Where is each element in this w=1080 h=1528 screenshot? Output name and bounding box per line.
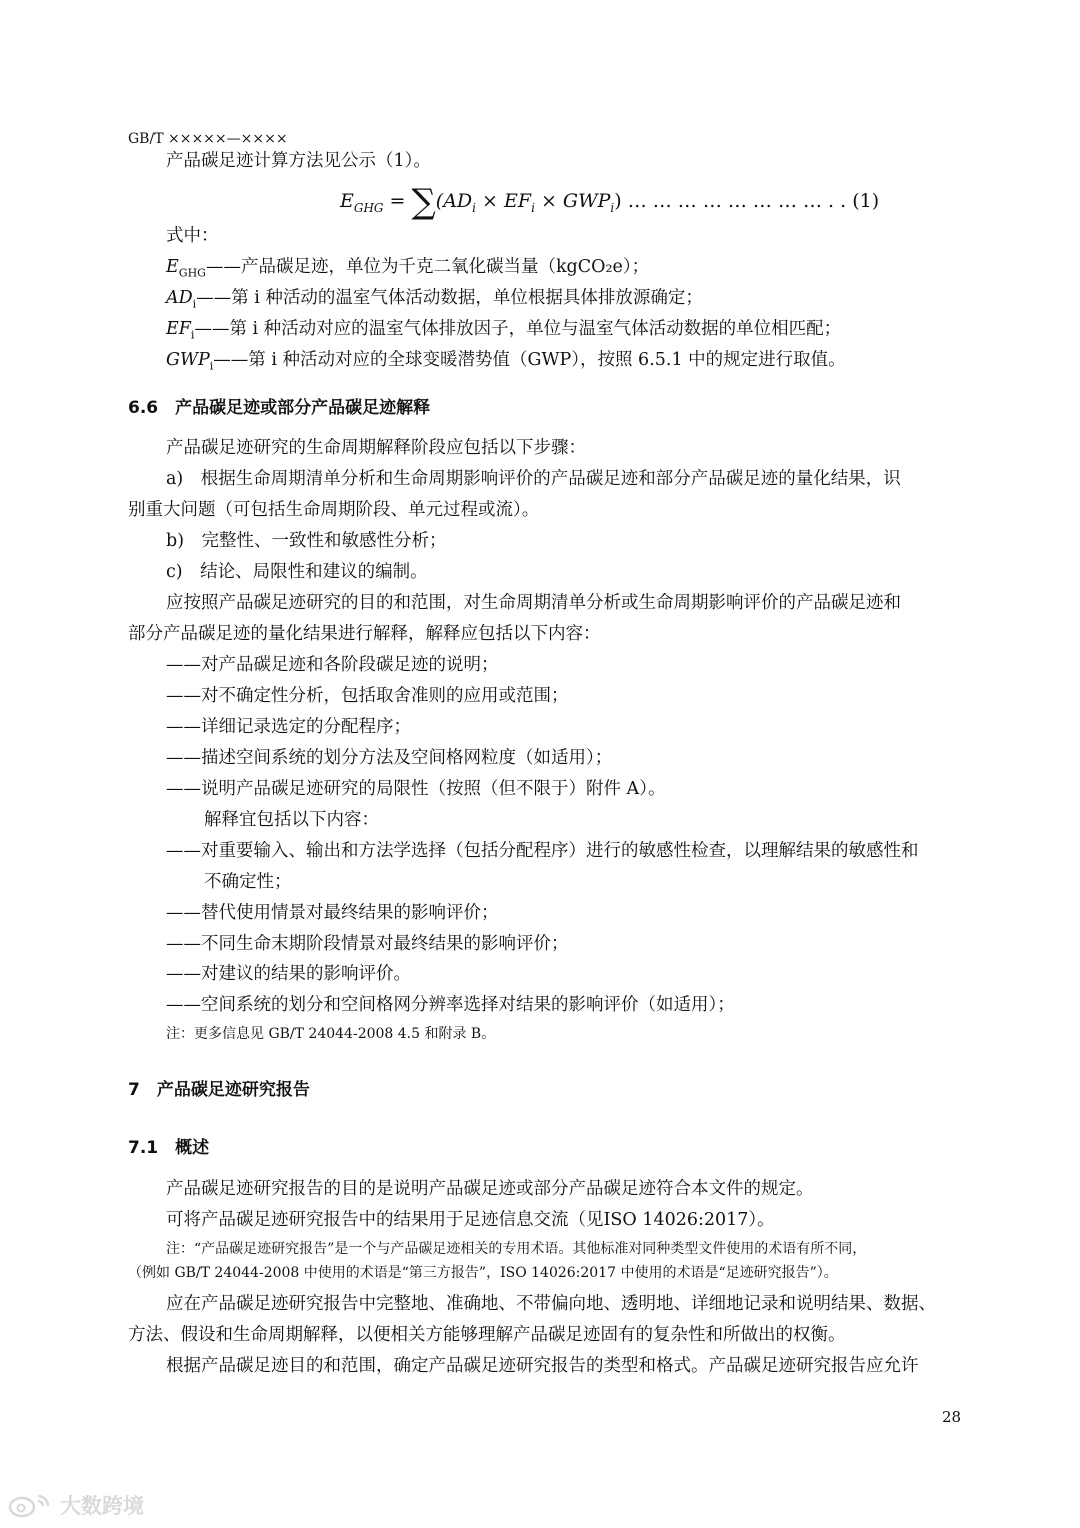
s71-note: 注：“产品碳足迹研究报告”是一个与产品碳足迹相关的专用术语。其他标准对同种类型文件使用的术语有所不同，: [166, 1241, 867, 1257]
s66-item-a: a) 根据生命周期清单分析和生命周期影响评价的产品碳足迹和部分产品碳足迹的量化结果，识: [166, 469, 901, 489]
s71-note-cont: （例如 GB/T 24044-2008 中使用的术语是“第三方报告”，ISO 14026:2017 中使用的术语是“足迹研究报告”）。: [128, 1265, 838, 1281]
s71-paragraph: 应在产品碳足迹研究报告中完整地、准确地、不带偏向地、透明地、详细地记录和说明结果、数据、: [166, 1294, 936, 1314]
weibo-logo-icon: [8, 1492, 54, 1518]
s66-dash-item-cont: 不确定性；: [204, 872, 292, 892]
var-description: ——产品碳足迹，单位为千克二氧化碳当量（kgCO₂e）；: [205, 257, 650, 277]
formula-number: ) … … … … … … … … . . (1): [614, 190, 880, 212]
s66-item-b: b) 完整性、一致性和敏感性分析；: [166, 531, 447, 551]
var-ef: [166, 317, 841, 348]
s66-intro: 产品碳足迹研究的生命周期解释阶段应包括以下步骤：: [166, 438, 586, 458]
section-7-1-heading: 7.1 概述: [128, 1138, 210, 1158]
var-subscript: GHG: [178, 266, 206, 280]
var-symbol: EF: [166, 319, 191, 339]
s71-paragraph: 根据产品碳足迹目的和范围，确定产品碳足迹研究报告的类型和格式。产品碳足迹研究报告应允许: [166, 1356, 919, 1376]
s66-dash-item: ——替代使用情景对最终结果的影响评价；: [166, 903, 499, 923]
s66-dash-item: ——对不确定性分析，包括取舍准则的应用或范围；: [166, 686, 569, 706]
s71-paragraph-cont: 方法、假设和生命周期解释，以便相关方能够理解产品碳足迹固有的复杂性和所做出的权衡。: [128, 1325, 846, 1345]
formula-term-ef: × EF: [476, 190, 532, 212]
var-description: ——第 i 种活动对应的温室气体排放因子，单位与温室气体活动数据的单位相匹配；: [194, 319, 842, 339]
page-number: 28: [942, 1408, 962, 1426]
var-subscript: i: [192, 297, 197, 311]
s71-paragraph: 产品碳足迹研究报告的目的是说明产品碳足迹或部分产品碳足迹符合本文件的规定。: [166, 1179, 814, 1199]
formula-lhs-sub: GHG: [353, 200, 384, 215]
formula-intro: 产品碳足迹计算方法见公示（1）。: [166, 151, 431, 171]
watermark: [8, 1490, 144, 1520]
var-description: ——第 i 种活动对应的全球变暖潜势值（GWP），按照 6.5.1 中的规定进行取值。: [213, 350, 846, 370]
formula-sub-i: i: [610, 200, 615, 215]
s66-dash-item: ——空间系统的划分和空间格网分辨率选择对结果的影响评价（如适用）；: [166, 995, 735, 1015]
s66-dash-item: ——对重要输入、输出和方法学选择（包括分配程序）进行的敏感性检查，以理解结果的敏感性和: [166, 841, 919, 861]
s66-dash-item: ——不同生命末期阶段情景对最终结果的影响评价；: [166, 934, 569, 954]
var-symbol: AD: [166, 288, 193, 308]
var-gwp: [166, 348, 846, 379]
s66-note: 注：更多信息见 GB/T 24044-2008 4.5 和附录 B。: [166, 1026, 496, 1042]
var-symbol: E: [166, 257, 179, 277]
s71-paragraph: 可将产品碳足迹研究报告中的结果用于足迹信息交流（见ISO 14026:2017）。: [166, 1210, 775, 1230]
formula-sub-i: i: [531, 200, 535, 215]
var-symbol: GWP: [166, 350, 210, 370]
section-7-heading: 7 产品碳足迹研究报告: [128, 1080, 310, 1100]
formula-1: [340, 184, 879, 220]
s66-dash-item: ——说明产品碳足迹研究的局限性（按照（但不限于）附件 A）。: [166, 779, 666, 799]
s66-paragraph-cont: 部分产品碳足迹的量化结果进行解释，解释应包括以下内容：: [128, 624, 601, 644]
s66-paragraph: 应按照产品碳足迹研究的目的和范围，对生命周期清单分析或生命周期影响评价的产品碳足迹和: [166, 593, 901, 613]
s66-dash-item: ——详细记录选定的分配程序；: [166, 717, 411, 737]
var-subscript: i: [209, 359, 214, 373]
watermark-text: 大数跨境: [60, 1494, 144, 1518]
sum-symbol: ∑: [411, 182, 436, 222]
var-ad: [166, 286, 703, 317]
formula-eq: =: [383, 190, 412, 212]
var-description: ——第 i 种活动的温室气体活动数据，单位根据具体排放源确定；: [196, 288, 703, 308]
s66-dash-item: ——对产品碳足迹和各阶段碳足迹的说明；: [166, 655, 499, 675]
s66-dash-item: ——描述空间系统的划分方法及空间格网粒度（如适用）；: [166, 748, 613, 768]
formula-term-gwp: × GWP: [534, 190, 611, 212]
s66-dash-item: ——对建议的结果的影响评价。: [166, 964, 411, 984]
s66-item-c: c) 结论、局限性和建议的编制。: [166, 562, 428, 582]
s66-sub-intro: 解释宜包括以下内容：: [204, 810, 379, 830]
section-6-6-heading: 6.6 产品碳足迹或部分产品碳足迹解释: [128, 398, 431, 418]
var-subscript: i: [190, 328, 195, 342]
formula-lhs: E: [340, 190, 354, 212]
formula-term-ad: (AD: [435, 190, 473, 212]
formula-sub-i: i: [472, 200, 477, 215]
var-eghg: [166, 255, 649, 286]
s66-item-a-cont: 别重大问题（可包括生命周期阶段、单元过程或流）。: [128, 500, 540, 520]
standard-number: GB/T ×××××—××××: [128, 131, 288, 147]
where-label: 式中：: [166, 226, 219, 246]
